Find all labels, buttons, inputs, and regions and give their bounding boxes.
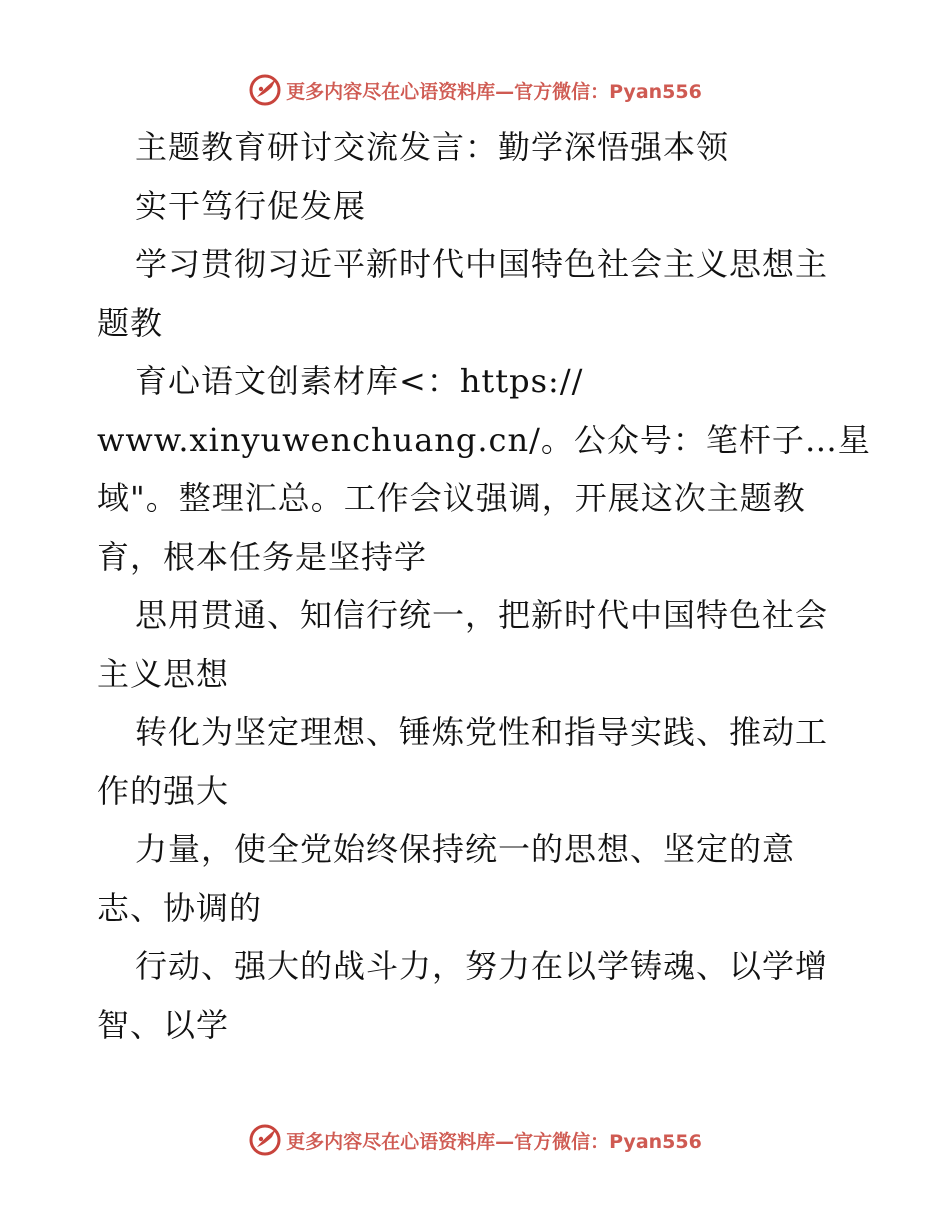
text-line: 实干笃行促发展 — [135, 186, 367, 225]
document-body — [97, 118, 871, 1054]
footer-watermark — [0, 1120, 950, 1160]
text-line: 力量，使全党始终保持统一的思想、坚定的意 — [135, 830, 796, 868]
text-line: 主题教育研讨交流发言：勤学深悟强本领 — [135, 128, 730, 166]
quill-logo-icon — [248, 1123, 282, 1157]
text-line: 育心语文创素材库<：https:// — [135, 362, 584, 400]
text-line: 主义思想 — [97, 654, 230, 693]
header-watermark-text: 更多内容尽在心语资料库—官方微信：Pyan556 — [286, 80, 702, 103]
text-line: 行动、强大的战斗力，努力在以学铸魂、以学增 — [135, 947, 829, 985]
text-line: 思用贯通、知信行统一，把新时代中国特色社会 — [135, 596, 829, 634]
text-line: 题教 — [97, 303, 164, 342]
text-line: 学习贯彻习近平新时代中国特色社会主义思想主 — [135, 245, 829, 283]
text-line: 作的强大 — [97, 771, 230, 810]
text-line: 域"。整理汇总。工作会议强调，开展这次主题教 — [97, 479, 806, 517]
header-watermark — [0, 70, 950, 110]
text-line: 志、协调的 — [97, 888, 263, 927]
quill-logo-icon — [248, 73, 282, 107]
text-line: 转化为坚定理想、锤炼党性和指导实践、推动工 — [135, 713, 829, 751]
text-line: 智、以学 — [97, 1005, 230, 1044]
text-line: 育，根本任务是坚持学 — [97, 537, 428, 576]
text-line: www.xinyuwenchuang.cn/。公众号：笔杆子…星 — [97, 420, 871, 459]
footer-watermark-text: 更多内容尽在心语资料库—官方微信：Pyan556 — [286, 1130, 702, 1153]
